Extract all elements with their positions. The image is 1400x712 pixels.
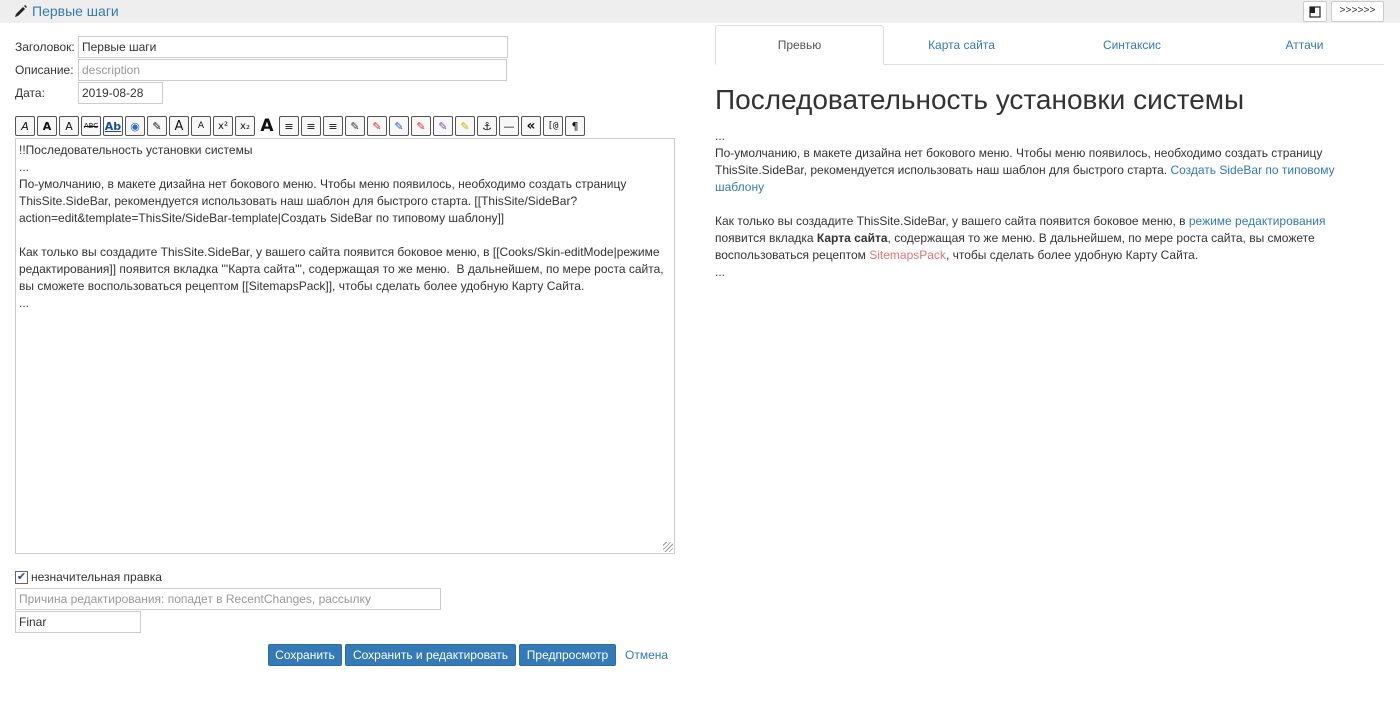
toolbar-button-align-right[interactable]: ≡ (323, 116, 343, 136)
preview-button[interactable]: Предпросмотр (519, 644, 616, 666)
save-and-edit-button[interactable]: Сохранить и редактировать (345, 644, 516, 666)
toolbar-button-normal[interactable]: A (59, 116, 79, 136)
edit-mode-link[interactable]: режиме редактирования (1188, 214, 1326, 228)
date-label: Дата: (15, 86, 45, 100)
preview-p2-a: Как только вы создадите ThisSite.SideBar, у вашего сайта появится боковое меню, в (715, 214, 1189, 228)
more-button[interactable]: >>>>>> (1331, 1, 1384, 22)
top-bar (0, 0, 1400, 23)
tab-preview[interactable]: Превью (715, 25, 884, 65)
editor-toolbar (15, 116, 585, 136)
description-input[interactable]: description (78, 59, 507, 81)
preview-paragraph-1 (715, 145, 1355, 196)
toolbar-button-quote[interactable]: « (521, 116, 541, 136)
title-label: Заголовок: (15, 40, 75, 54)
toolbar-button-code[interactable]: [@ (543, 116, 563, 136)
title-input[interactable]: Первые шаги (78, 36, 508, 58)
minor-edit-label: незначительная правка (31, 570, 162, 584)
preview-body (715, 128, 1355, 281)
toolbar-button-align-left[interactable]: ≡ (279, 116, 299, 136)
tab-attachments[interactable]: Аттачи (1285, 38, 1324, 52)
description-label: Описание: (15, 63, 74, 77)
sitemapspack-link[interactable]: SitemapsPack (869, 248, 946, 262)
preview-p2-c: , содержащая то же меню. В дальнейшем, по мере роста сайта, вы сможете воспользоваться рецептом (715, 231, 1315, 262)
tab-syntax[interactable]: Синтаксис (1102, 38, 1162, 52)
toolbar-button-color-1[interactable]: ✎ (345, 116, 365, 136)
toolbar-button-anchor[interactable]: ⚓ (477, 116, 497, 136)
toolbar-button-color-blue[interactable]: ✎ (389, 116, 409, 136)
right-panel-tabs (715, 25, 1384, 65)
toolbar-button-highlight-yellow[interactable]: ✎ (455, 116, 475, 136)
minor-edit-checkbox[interactable]: ✔ (16, 570, 27, 583)
toolbar-button-pencil[interactable]: ✎ (147, 116, 167, 136)
tab-sitemap[interactable]: Карта сайта (928, 38, 995, 52)
toolbar-button-underline[interactable]: Ab (103, 116, 123, 136)
preview-p1-text: По-умолчанию, в макете дизайна нет бокового меню. Чтобы меню появилось, необходимо создать страницу ThisSite.SideBar, рекомендуется использовать наш шаблон для быстрого старта. (715, 146, 1323, 177)
preview-p2-bold: Карта сайта (816, 231, 888, 245)
toolbar-button-strike[interactable]: ABC (81, 116, 101, 136)
preview-p2-b: появится вкладка (715, 231, 817, 245)
edit-reason-input[interactable]: Причина редактирования: попадет в RecentChanges, рассылку (15, 588, 441, 610)
pencil-icon (14, 4, 28, 18)
preview-dots-bottom: ... (715, 265, 726, 279)
toolbar-button-big-a[interactable]: A (260, 116, 274, 136)
toolbar-button-align-center[interactable]: ≡ (301, 116, 321, 136)
toolbar-button-color-red[interactable]: ✎ (367, 116, 387, 136)
layout-toggle-button[interactable] (1303, 1, 1327, 22)
cancel-link[interactable]: Отмена (625, 648, 669, 662)
toolbar-button-superscript[interactable]: x² (213, 116, 233, 136)
author-input[interactable]: Finar (15, 611, 141, 633)
date-input[interactable]: 2019-08-28 (78, 82, 163, 104)
toolbar-button-bigger[interactable]: A (169, 116, 189, 136)
markup-editor[interactable]: !!Последовательность установки системы ... По-умолчанию, в макете дизайна нет бокового меню. Чтобы меню появилось, необходимо создать страницу ThisSite.SideBar, рекомендуется использовать наш шаблон для быстрого старта. [[ThisSite/SideBar?action=edit&template=ThisSite/SideBar-template|Создать SideBar по типовому шаблону]] Как только вы создадите ThisSite.SideBar, у вашего сайта появится боковое меню, в [[Cooks/Skin-editMode|режиме редактирования]] появится вкладка '''Карта сайта''', содержащая то же меню. В дальнейшем, по мере роста сайта, вы сможете воспользоваться рецептом [[SitemapsPack]], чтобы сделать более удобную Карту Сайта. ... (15, 138, 675, 554)
toolbar-button-hr[interactable]: — (499, 116, 519, 136)
preview-dots-top: ... (715, 129, 726, 143)
resize-grip-icon[interactable] (663, 542, 673, 552)
save-button[interactable]: Сохранить (268, 644, 342, 666)
toolbar-button-highlight-red[interactable]: ✎ (411, 116, 431, 136)
create-sidebar-link[interactable]: Создать SideBar по типовому шаблону (715, 163, 1335, 194)
preview-paragraph-2 (715, 213, 1355, 264)
toolbar-button-paragraph[interactable]: ¶ (565, 116, 585, 136)
minor-edit-option[interactable] (15, 570, 162, 584)
page-title-link[interactable] (14, 2, 119, 20)
toolbar-button-bold[interactable]: A (37, 116, 57, 136)
toolbar-button-globe[interactable]: ◉ (125, 116, 145, 136)
toolbar-button-subscript[interactable]: x₂ (235, 116, 255, 136)
preview-heading: Последовательность установки системы (715, 84, 1245, 115)
page-title[interactable]: Первые шаги (32, 3, 119, 19)
layout-icon (1309, 6, 1321, 18)
toolbar-button-highlight-purple[interactable]: ✎ (433, 116, 453, 136)
preview-p2-d: , чтобы сделать более удобную Карту Сайта. (945, 248, 1199, 262)
toolbar-button-smaller[interactable]: A (191, 116, 211, 136)
toolbar-button-italic[interactable]: A (15, 116, 35, 136)
